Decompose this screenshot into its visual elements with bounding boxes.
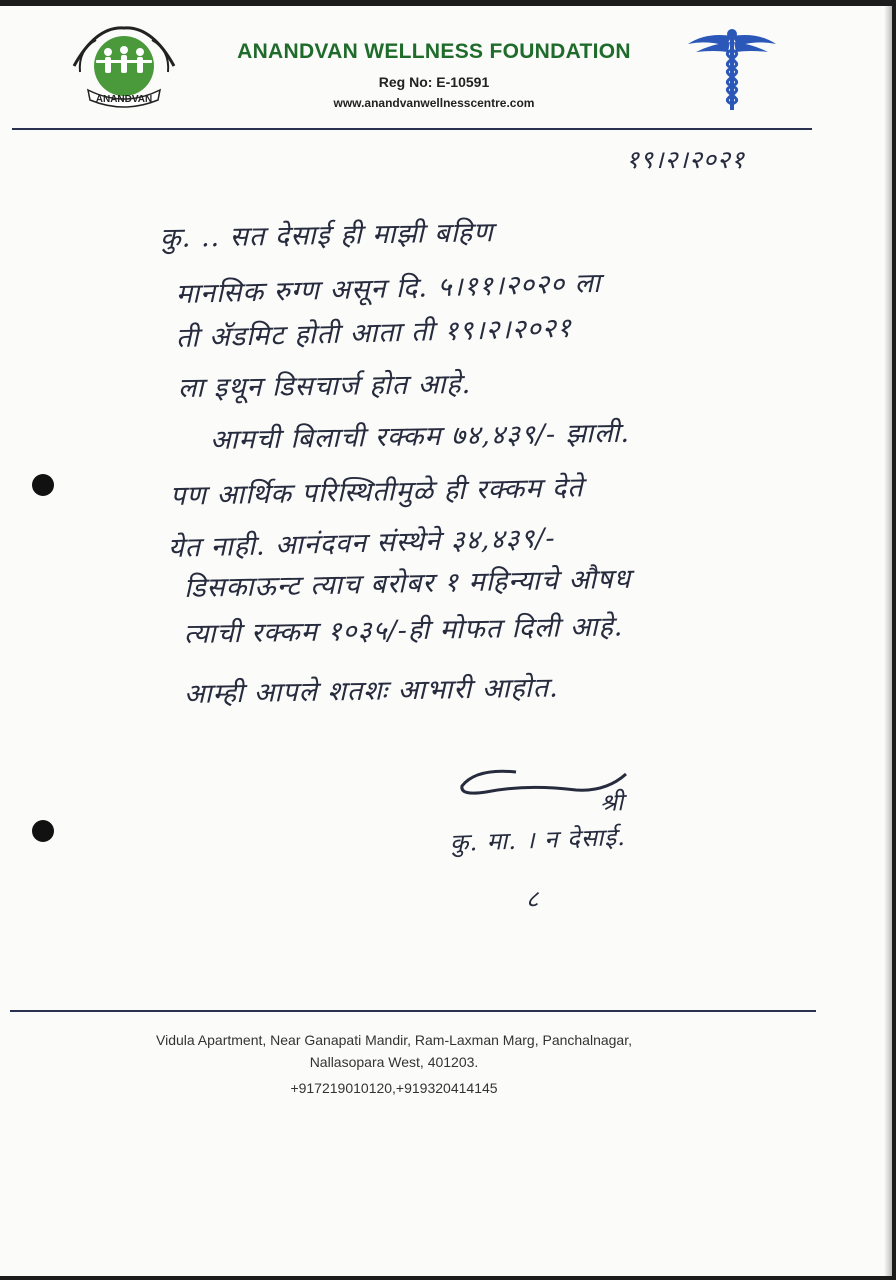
letter-line: पण आर्थिक परिस्थितीमुळे ही रक्कम देते [169,472,584,512]
organization-name: ANANDVAN WELLNESS FOUNDATION [237,40,631,63]
letter-line: डिसकाऊन्ट त्याच बरोबर १ महिन्याचे औषध [183,563,632,604]
footer-divider [10,1010,816,1012]
website-url: www.anandvanwellnesscentre.com [333,96,535,110]
people-family-logo-icon [66,20,182,112]
letter-line: कु. .. सत देसाई ही माझी बहिण [159,217,494,254]
logo-text: ANANDVAN [95,94,153,105]
punch-hole [32,820,54,842]
signature-mark: ८ [526,885,540,913]
letter-line: येत नाही. आनंदवन संस्थेने ३४,४३९/- [167,522,556,564]
signature-line: श्री [599,788,625,817]
caduceus-icon [686,26,778,112]
page-edge-shadow [884,6,892,1276]
registration-number: Reg No: E-10591 [378,74,490,90]
letter-line: त्याची रक्कम १०३५/-ही मोफत दिली आहे. [183,611,624,650]
letter-line: मानसिक रुग्ण असून दि. ५।११।२०२० ला [175,267,602,310]
signature-name: कु. मा. । न देसाई. [449,822,627,857]
footer-phones: +917219010120,+919320414145 [290,1080,498,1096]
punch-hole [32,474,54,496]
letter-line: आमची बिलाची रक्कम ७४,४३९/- झाली. [209,417,631,456]
letter-line: ती ॲडमिट होती आता ती १९।२।२०२१ [175,312,573,354]
footer-address-line2: Nallasopara West, 401203. [309,1054,479,1070]
footer-address-line1: Vidula Apartment, Near Ganapati Mandir, Ram-Laxman Marg, Panchalnagar, [156,1032,632,1048]
letterhead-page [0,6,892,1276]
letter-date: १९।२।२०२१ [626,145,745,174]
letter-line: आम्ही आपले शतशः आभारी आहोत. [183,672,559,710]
letter-line: ला इथून डिसचार्ज होत आहे. [177,368,472,404]
header-divider [12,128,812,130]
